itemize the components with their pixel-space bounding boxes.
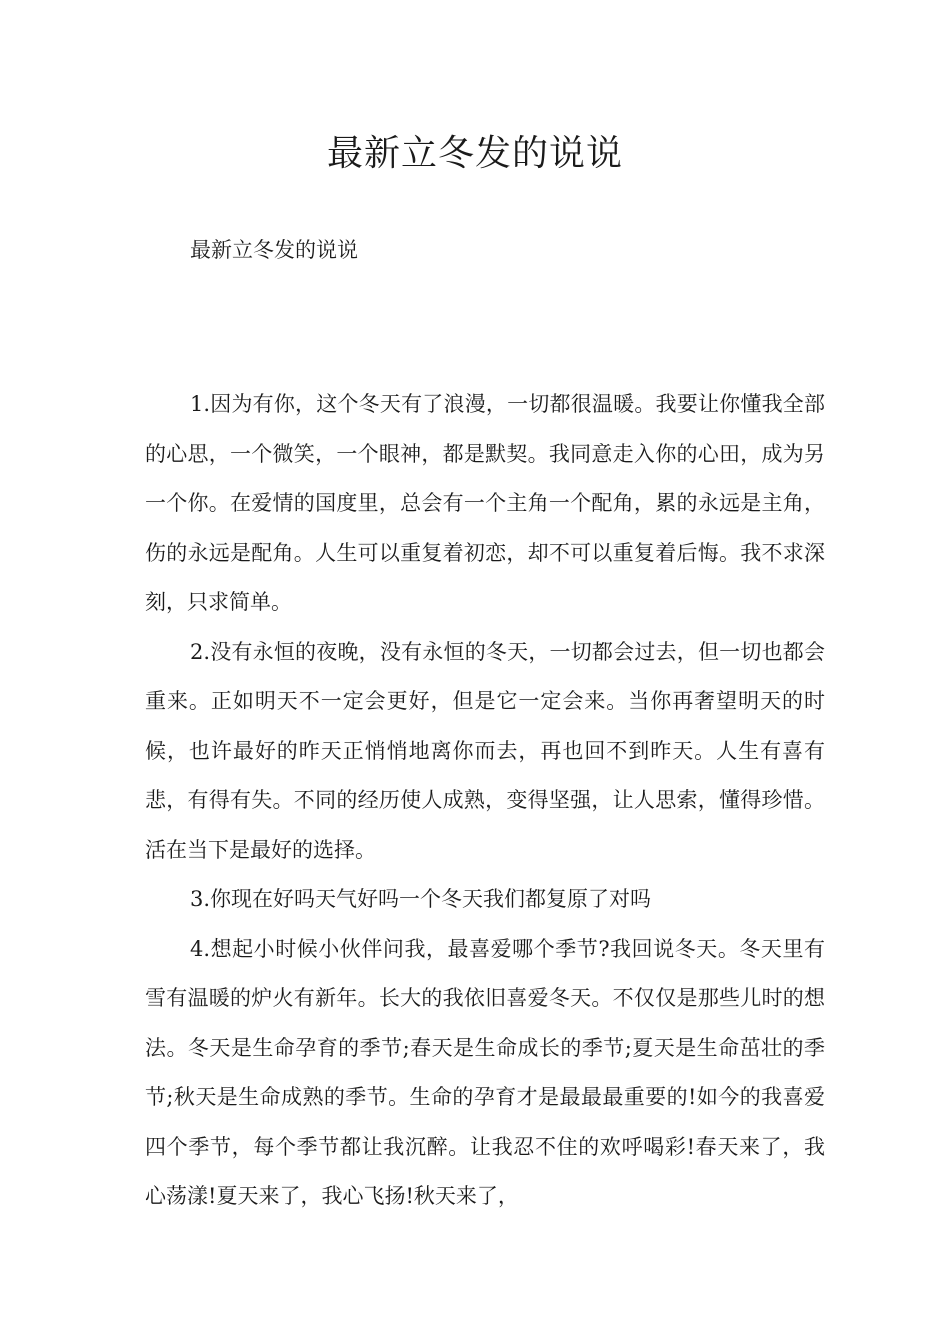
- paragraph-2: 2.没有永恒的夜晚，没有永恒的冬天，一切都会过去，但一切也都会重来。正如明天不一定会更好，但是它一定会来。当你再奢望明天的时候，也许最好的昨天正悄悄地离你而去，再也回不到昨天。人生有喜有悲，有得有失。不同的经历使人成熟，变得坚强，让人思索，懂得珍惜。活在当下是最好的选择。: [145, 639, 825, 862]
- paragraph-3: 3.你现在好吗天气好吗一个冬天我们都复原了对吗: [190, 887, 652, 911]
- document-body: [145, 380, 825, 1222]
- paragraph-1: 1.因为有你，这个冬天有了浪漫，一切都很温暖。我要让你懂我全部的心思，一个微笑，一个眼神，都是默契。我同意走入你的心田，成为另一个你。在爱情的国度里，总会有一个主角一个配角，累的永远是主角，伤的永远是配角。人生可以重复着初恋，却不可以重复着后悔。我不求深刻，只求简单。: [145, 392, 825, 614]
- document-subtitle: 最新立冬发的说说: [190, 238, 358, 262]
- paragraph-4: 4.想起小时候小伙伴问我，最喜爱哪个季节?我回说冬天。冬天里有雪有温暖的炉火有新年。长大的我依旧喜爱冬天。不仅仅是那些儿时的想法。冬天是生命孕育的季节;春天是生命成长的季节;夏天是生命茁壮的季节;秋天是生命成熟的季节。生命的孕育才是最最最重要的!如今的我喜爱四个季节，每个季节都让我沉醉。让我忍不住的欢呼喝彩!春天来了，我心荡漾!夏天来了，我心飞扬!秋天来了，: [145, 936, 825, 1208]
- document-title: 最新立冬发的说说: [326, 133, 623, 174]
